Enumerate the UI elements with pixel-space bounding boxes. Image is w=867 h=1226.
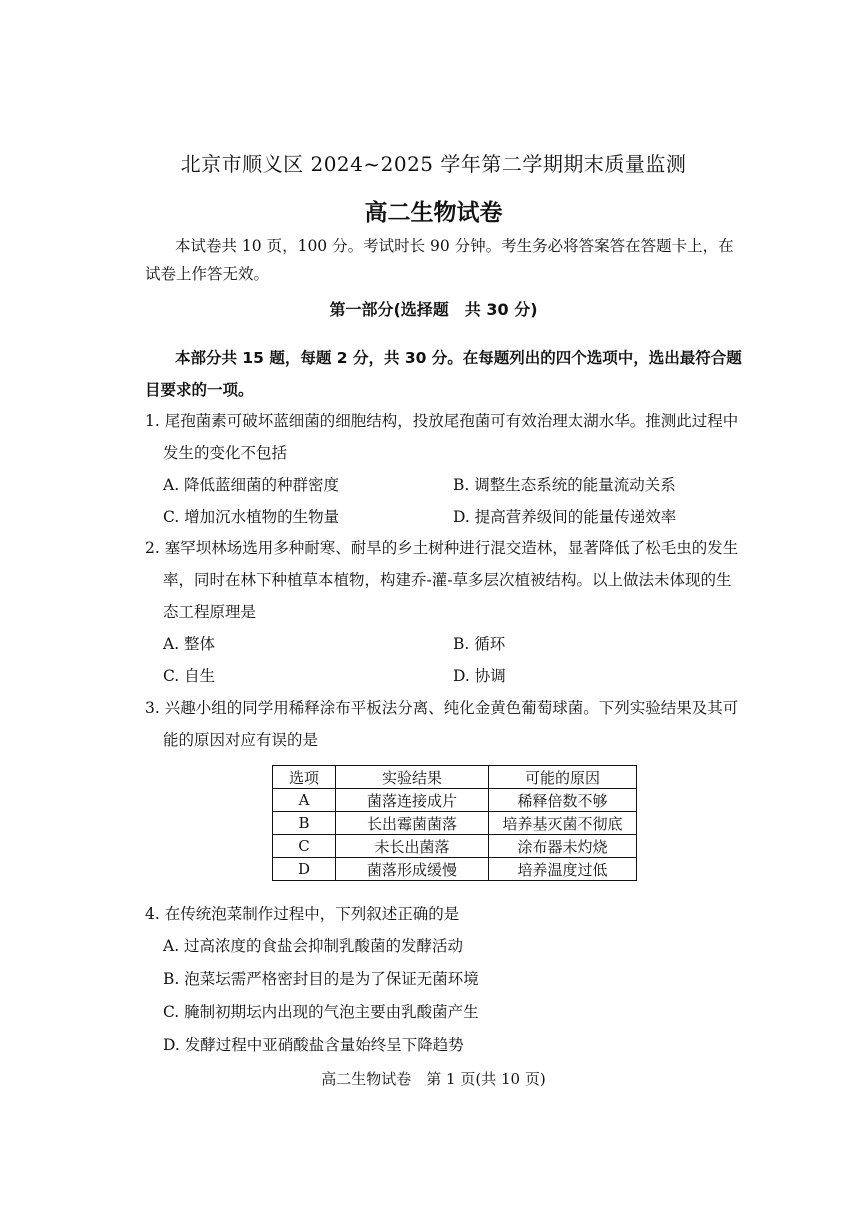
exam-title: 北京市顺义区 2024~2025 学年第二学期期末质量监测 bbox=[180, 152, 687, 176]
option-c: C. 自生 bbox=[163, 667, 216, 685]
page-footer: 高二生物试卷 第 1 页(共 10 页) bbox=[321, 1070, 546, 1088]
option-b: B. 循环 bbox=[453, 635, 506, 653]
exam-instructions: 本试卷共 10 页，100 分。考试时长 90 分钟。考生务必将答案答在答题卡上，在试卷上作答无效。 bbox=[145, 237, 734, 283]
question-stem: 4. 在传统泡菜制作过程中，下列叙述正确的是 bbox=[145, 905, 460, 923]
table-cell: 培养基灭菌不彻底 bbox=[489, 812, 637, 835]
question-stem: 1. 尾孢菌素可破坏蓝细菌的细胞结构，投放尾孢菌可有效治理太湖水华。推测此过程中发生的变化不包括 bbox=[145, 412, 739, 462]
option-b: B. 调整生态系统的能量流动关系 bbox=[453, 476, 676, 494]
option-b: B. 泡菜坛需严格密封目的是为了保证无菌环境 bbox=[163, 970, 479, 988]
question-stem: 3. 兴趣小组的同学用稀释涂布平板法分离、纯化金黄色葡萄球菌。下列实验结果及其可能的原因对应有误的是 bbox=[145, 699, 739, 749]
table-header-cell: 可能的原因 bbox=[489, 766, 637, 789]
table-cell: 稀释倍数不够 bbox=[489, 789, 637, 812]
option-a: A. 过高浓度的食盐会抑制乳酸菌的发酵活动 bbox=[163, 937, 464, 955]
option-a: A. 降低蓝细菌的种群密度 bbox=[163, 476, 340, 494]
option-d: D. 发酵过程中亚硝酸盐含量始终呈下降趋势 bbox=[163, 1036, 464, 1054]
table-header-cell: 实验结果 bbox=[336, 766, 489, 789]
question-1 bbox=[145, 405, 745, 533]
table-cell: B bbox=[273, 812, 336, 835]
question-3-table bbox=[272, 765, 637, 881]
table-row bbox=[273, 812, 637, 835]
table-cell: 培养温度过低 bbox=[489, 858, 637, 881]
table-cell: A bbox=[273, 789, 336, 812]
option-d: D. 提高营养级间的能量传递效率 bbox=[453, 508, 677, 526]
table-row bbox=[273, 835, 637, 858]
table-header-row bbox=[273, 766, 637, 789]
option-row bbox=[145, 628, 745, 660]
question-2 bbox=[145, 532, 745, 692]
question-3 bbox=[145, 692, 745, 756]
question-stem: 2. 塞罕坝林场选用多种耐寒、耐旱的乡土树种进行混交造林，显著降低了松毛虫的发生率，同时在林下种植草本植物，构建乔-灌-草多层次植被结构。以上做法未体现的生态工程原理是 bbox=[145, 539, 739, 621]
table-header-cell: 选项 bbox=[273, 766, 336, 789]
table-row bbox=[273, 789, 637, 812]
table-row bbox=[273, 858, 637, 881]
table-cell: 长出霉菌菌落 bbox=[336, 812, 489, 835]
table-cell: 未长出菌落 bbox=[336, 835, 489, 858]
part-one-heading: 第一部分(选择题 共 30 分) bbox=[329, 300, 538, 319]
option-row bbox=[145, 469, 745, 501]
subject-title: 高二生物试卷 bbox=[364, 200, 503, 226]
option-row bbox=[145, 501, 745, 533]
option-d: D. 协调 bbox=[453, 667, 506, 685]
table-cell: 菌落形成缓慢 bbox=[336, 858, 489, 881]
option-c: C. 腌制初期坛内出现的气泡主要由乳酸菌产生 bbox=[163, 1003, 479, 1021]
table-cell: C bbox=[273, 835, 336, 858]
table-cell: D bbox=[273, 858, 336, 881]
option-c: C. 增加沉水植物的生物量 bbox=[163, 508, 340, 526]
table-cell: 菌落连接成片 bbox=[336, 789, 489, 812]
option-a: A. 整体 bbox=[163, 635, 216, 653]
option-row bbox=[145, 660, 745, 692]
part-one-note: 本部分共 15 题，每题 2 分，共 30 分。在每题列出的四个选项中，选出最符合题目要求的一项。 bbox=[145, 349, 742, 399]
table-cell: 涂布器未灼烧 bbox=[489, 835, 637, 858]
question-4 bbox=[145, 898, 745, 1062]
